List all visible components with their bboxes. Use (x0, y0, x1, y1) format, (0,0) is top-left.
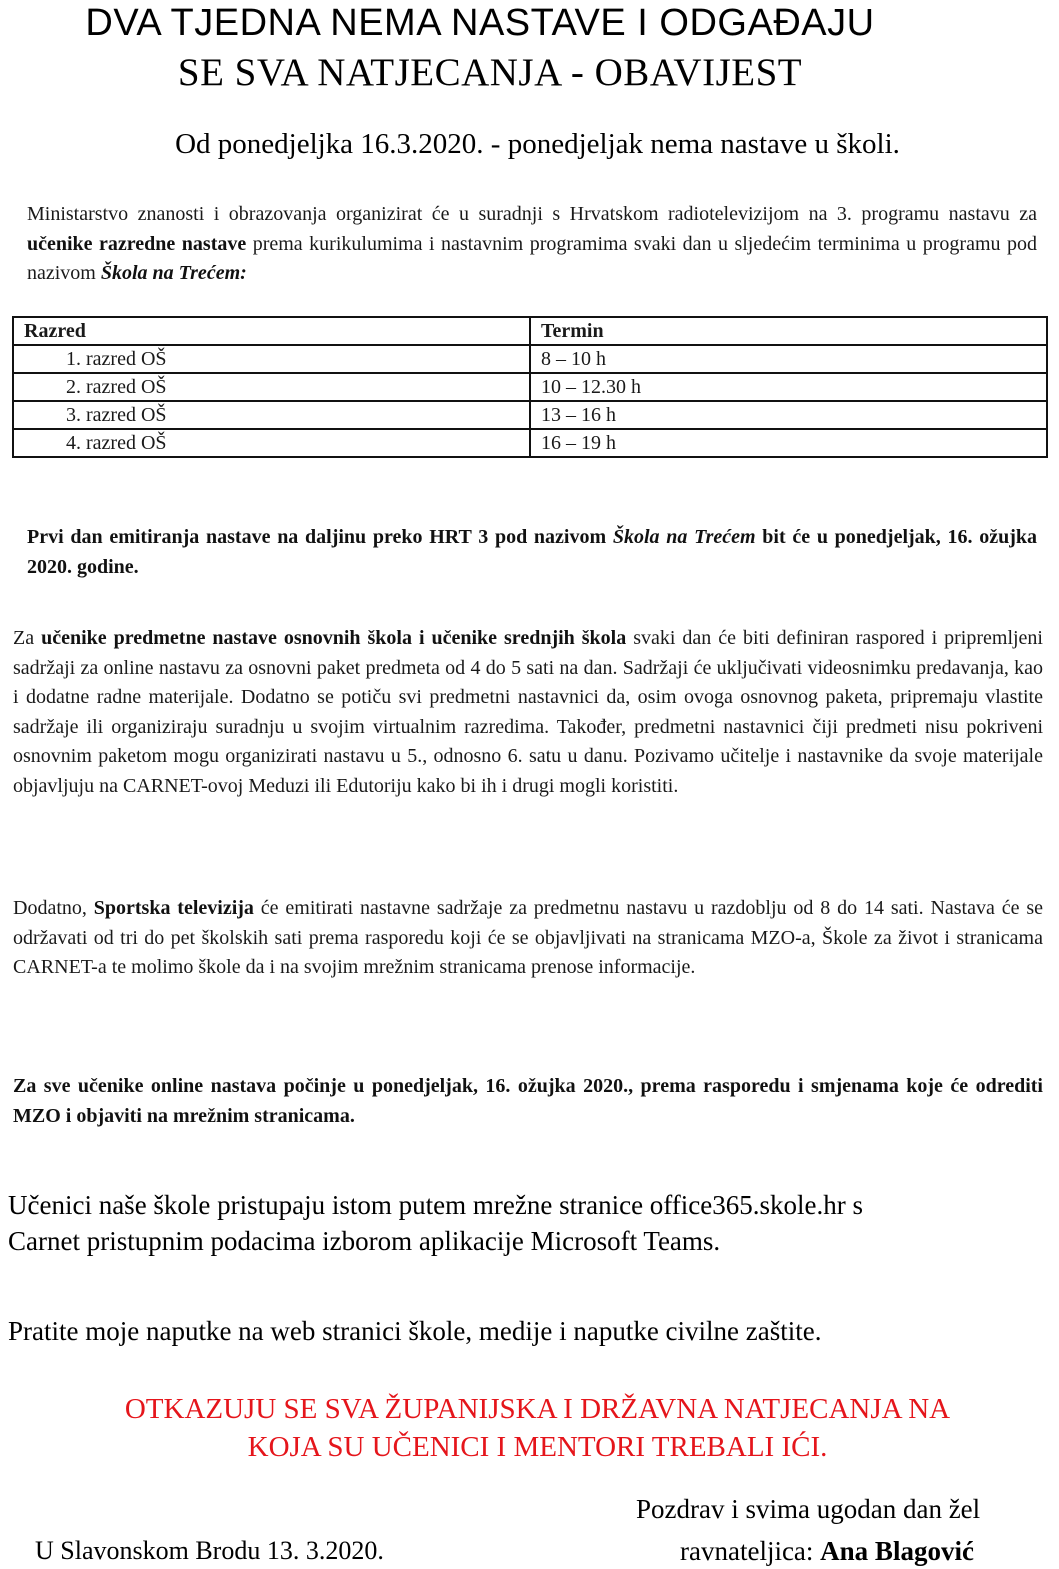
title-line-1: DVA TJEDNA NEMA NASTAVE I ODGAĐAJU (85, 2, 875, 44)
follow-note: Pratite moje naputke na web stranici škole, medije i naputke civilne zaštite. (8, 1316, 822, 1346)
first-day-b: Škola na Trećem (612, 526, 756, 548)
sport-a: Dodatno, (13, 897, 94, 919)
time-cell: 8 – 10 h (530, 345, 1047, 373)
schedule-table (12, 316, 1048, 458)
header-razred: Razred (13, 317, 530, 345)
subject-c: svaki dan će biti definiran raspored i pripremljeni sadržaji za online nastavu za osnovni paket predmeta od 4 do 5 sati na dan. Sadržaji će uključivati videosnimku predavanja, kao i dodatne radne materijale. Dodatno se potiču svi predmetni nastavnici da, osim ovoga osnovnog paketa, pripremaju vlastite sadržaje ili organiziraju suradnju u svojim virtualnim razredima. Također, predmetni nastavnici čiji predmeti nisu pokriveni osnovnim paketom mogu organizirati nastavu u 5., odnosno 6. satu u danu. Pozivamo učitelje i nastavnike da svoje materijale objavljuju na CARNET-ovoj Meduzi ili Edutoriju kako bi ih i drugi mogli koristiti. (13, 627, 1043, 797)
scan-intro-paragraph (27, 200, 1037, 289)
all-students-text: Za sve učenike online nastava počinje u ponedjeljak, 16. ožujka 2020., prema rasporedu i smjenama koje će odrediti MZO i objaviti na mrežnim stranicama. (13, 1075, 1043, 1127)
intro-text-a: Ministarstvo znanosti i obrazovanja organizirat će u suradnji s Hrvatskom radiotelevizijom na 3. programu nastavu za (27, 203, 1037, 225)
cancel-line-2: KOJA SU UČENICI I MENTORI TREBALI IĆI. (247, 1431, 828, 1463)
subject-a: Za (13, 627, 42, 649)
sport-c: će emitirati nastavne sadržaje za predmetnu nastavu u razdoblju od 8 do 14 sati. Nastava će se održavati od tri do pet školskih sati prema rasporedu koji će se objavljivati na stranicama MZO-a, Škole za život i stranicama CARNET-a te molimo škole da i na svojim mrežnim stranicama prenose informacije. (13, 897, 1043, 978)
signature (680, 1536, 974, 1567)
cancel-line-1: OTKAZUJU SE SVA ŽUPANIJSKA I DRŽAVNA NATJECANJA NA (124, 1393, 951, 1425)
all-students-paragraph (13, 1072, 1043, 1131)
grade-cell: 4. razred OŠ (13, 429, 530, 457)
time-cell: 13 – 16 h (530, 401, 1047, 429)
intro-text-c: prema kurikulumima i nastavnim programima svaki dan u sljedećim terminima u programu pod nazivom (27, 232, 1037, 284)
first-day-c: bit će u ponedjeljak, 16. ožujka 2020. godine. (27, 526, 1038, 578)
table-row (13, 429, 1047, 457)
place-date: U Slavonskom Brodu 13. 3.2020. (35, 1536, 384, 1565)
first-day-paragraph (27, 523, 1037, 582)
table-row (13, 345, 1047, 373)
cancel-notice (0, 1390, 1059, 1466)
closing-greeting: Pozdrav i svima ugodan dan žel (636, 1494, 981, 1524)
signature-name: Ana Blagović (820, 1536, 974, 1566)
subject-b: učenike predmetne nastave osnovnih škola i učenike srednjih škola (41, 627, 627, 649)
grade-cell: 2. razred OŠ (13, 373, 530, 401)
first-day-a: Prvi dan emitiranja nastave na daljinu preko HRT 3 pod nazivom (27, 526, 613, 548)
subject-teaching-paragraph (13, 624, 1043, 801)
grade-cell: 3. razred OŠ (13, 401, 530, 429)
sport-b: Sportska televizija (93, 897, 254, 919)
time-cell: 16 – 19 h (530, 429, 1047, 457)
schedule-header-row (13, 317, 1047, 345)
table-row (13, 373, 1047, 401)
sport-tv-paragraph (13, 894, 1043, 983)
intro-text-d: Škola na Trećem: (100, 262, 247, 284)
table-row (13, 401, 1047, 429)
header-termin: Termin (530, 317, 1047, 345)
subtitle: Od ponedjeljka 16.3.2020. - ponedjeljak nema nastave u školi. (175, 128, 900, 160)
grade-cell: 1. razred OŠ (13, 345, 530, 373)
title-line-2: SE SVA NATJECANJA - OBAVIJEST (177, 51, 803, 94)
access-note (8, 1187, 1059, 1259)
signature-role: ravnateljica: (680, 1536, 821, 1566)
access-line-1: Učenici naše škole pristupaju istom putem mrežne stranice office365.skole.hr s (8, 1190, 864, 1220)
time-cell: 10 – 12.30 h (530, 373, 1047, 401)
access-line-2: Carnet pristupnim podacima izborom aplikacije Microsoft Teams. (8, 1226, 721, 1256)
intro-text-b: učenike razredne nastave (27, 232, 247, 255)
